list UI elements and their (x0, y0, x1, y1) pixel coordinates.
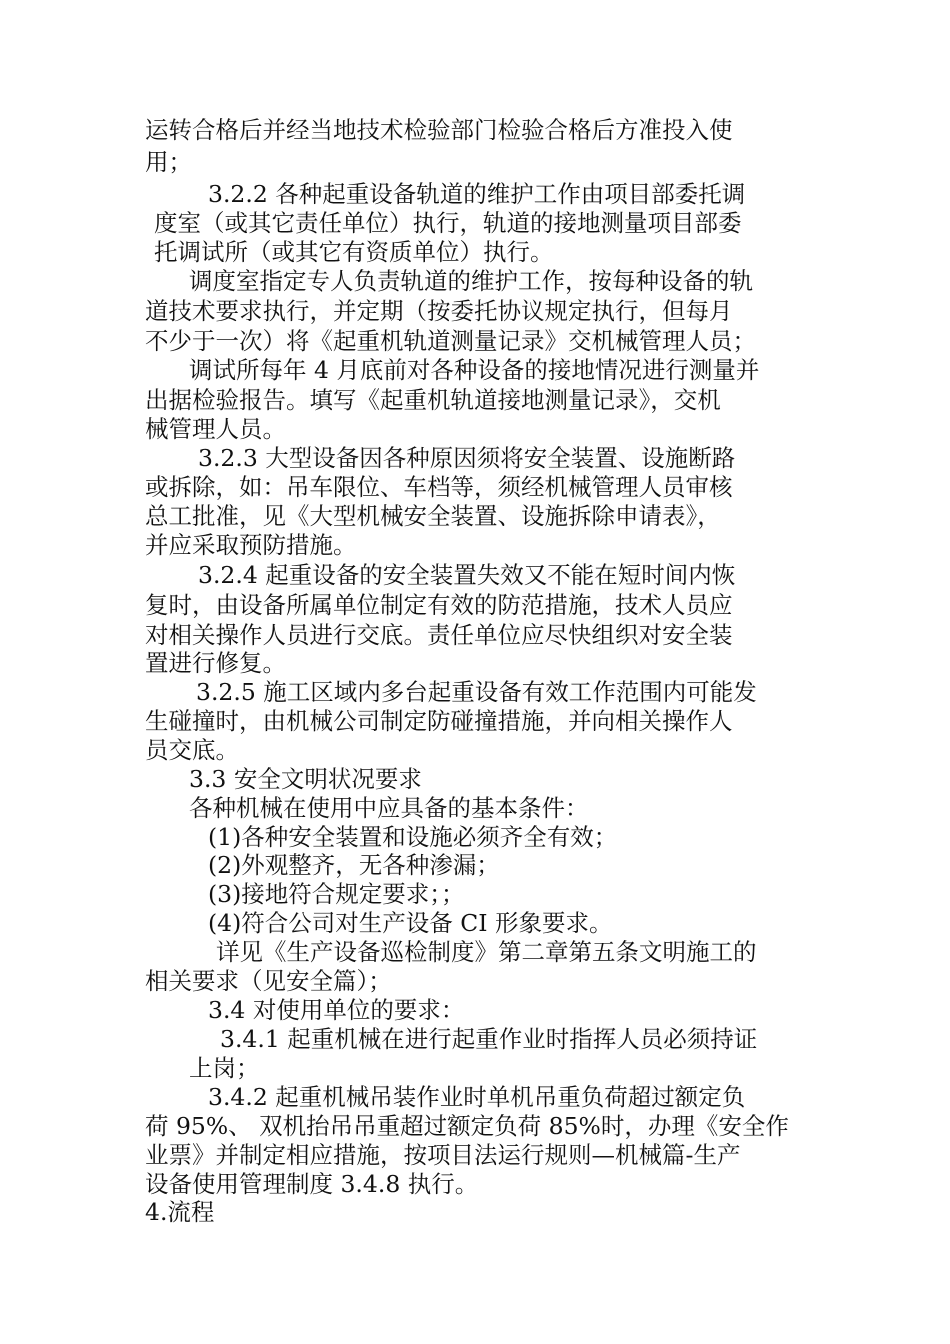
text-line: 各种机械在使用中应具备的基本条件： (189, 794, 589, 822)
text-line: 托调试所（或其它有资质单位）执行。 (154, 238, 554, 266)
text-line: 详见《生产设备巡检制度》第二章第五条文明施工的 (216, 938, 757, 966)
text-line: 荷 95%、 双机抬吊吊重超过额定负荷 85%时，办理《安全作 (145, 1112, 789, 1140)
text-line: 上岗； (189, 1054, 260, 1082)
section-heading: 3.4 对使用单位的要求： (208, 996, 465, 1024)
list-item: (1)各种安全装置和设施必须齐全有效； (208, 823, 618, 851)
text-line: 道技术要求执行，并定期（按委托协议规定执行，但每月 (145, 297, 733, 325)
text-line: 出据检验报告。填写《起重机轨道接地测量记录》，交机 (145, 386, 721, 414)
text-line: 总工批准，见《大型机械安全装置、设施拆除申请表》， (145, 502, 721, 530)
text-line: 相关要求（见安全篇）； (145, 967, 392, 995)
text-line: 复时，由设备所属单位制定有效的防范措施，技术人员应 (145, 591, 733, 619)
text-line: 3.4.2 起重机械吊装作业时单机吊重负荷超过额定负 (208, 1083, 746, 1111)
list-item: (3)接地符合规定要求；； (208, 880, 465, 908)
text-line: 调度室指定专人负责轨道的维护工作，按每种设备的轨 (189, 267, 753, 295)
list-item: (4)符合公司对生产设备 CI 形象要求。 (208, 909, 613, 937)
text-line: 械管理人员。 (145, 415, 286, 443)
text-line: 度室（或其它责任单位）执行，轨道的接地测量项目部委 (154, 209, 742, 237)
text-line: 3.2.3 大型设备因各种原因须将安全装置、设施断路 (198, 444, 736, 472)
text-line: 对相关操作人员进行交底。责任单位应尽快组织对安全装 (145, 621, 733, 649)
section-heading: 4.流程 (145, 1198, 215, 1226)
text-line: 运转合格后并经当地技术检验部门检验合格后方准投入使 (145, 116, 733, 144)
text-line: 3.2.5 施工区域内多台起重设备有效工作范围内可能发 (196, 678, 757, 706)
text-line: 3.4.1 起重机械在进行起重作业时指挥人员必须持证 (220, 1025, 758, 1053)
text-line: 置进行修复。 (145, 649, 286, 677)
text-line: 或拆除，如：吊车限位、车档等，须经机械管理人员审核 (145, 473, 733, 501)
text-line: 生碰撞时，由机械公司制定防碰撞措施，并向相关操作人 (145, 707, 733, 735)
list-item: (2)外观整齐，无各种渗漏； (208, 851, 500, 879)
section-heading: 3.3 安全文明状况要求 (189, 765, 422, 793)
text-line: 设备使用管理制度 3.4.8 执行。 (145, 1170, 479, 1198)
text-line: 3.2.4 起重设备的安全装置失效又不能在短时间内恢 (198, 561, 736, 589)
text-line: 业票》并制定相应措施，按项目法运行规则—机械篇-生产 (145, 1141, 741, 1169)
text-line: 用； (145, 148, 192, 176)
text-line: 3.2.2 各种起重设备轨道的维护工作由项目部委托调 (208, 180, 746, 208)
text-line: 员交底。 (145, 736, 239, 764)
text-line: 并应采取预防措施。 (145, 531, 357, 559)
text-line: 不少于一次）将《起重机轨道测量记录》交机械管理人员； (145, 327, 756, 355)
text-line: 调试所每年 4 月底前对各种设备的接地情况进行测量并 (189, 356, 760, 384)
